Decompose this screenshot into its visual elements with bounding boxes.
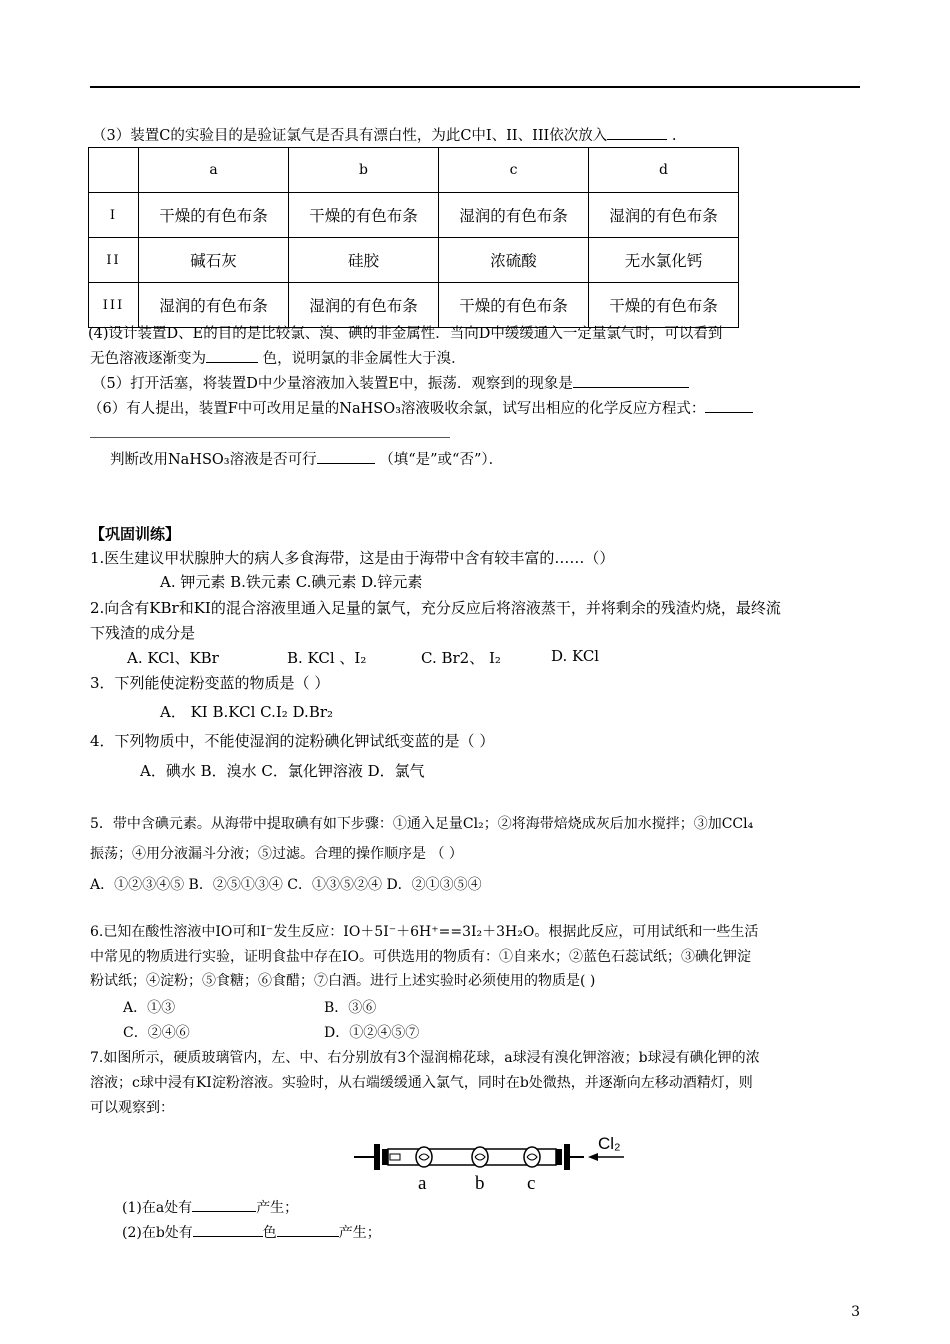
q6-stem: （6）有人提出，装置F中可改用足量的NaHSO₃溶液吸收余氯，试写出相应的化学反应方程式： (88, 401, 706, 417)
q6-blank (705, 411, 753, 413)
left-cap (382, 1149, 388, 1165)
label-c: c (527, 1173, 536, 1194)
p5-options: A．①②③④⑤ B．②⑤①③④ C．①③⑤②④ D．②①③⑤④ (90, 877, 482, 893)
table-cell: 干燥的有色布条 (289, 193, 439, 238)
cotton-ball-a (416, 1147, 432, 1167)
q5-blank (573, 386, 689, 388)
p6-line3: 粉试纸；④淀粉；⑤食糖；⑥食醋；⑦白酒。进行上述实验时必须使用的物质是( ) (90, 973, 596, 989)
p2-option-b: B. KCl 、I₂ (287, 649, 367, 667)
p2-stem2: 下残渣的成分是 (90, 624, 196, 642)
q3-text (92, 124, 677, 145)
label-b: b (475, 1173, 485, 1194)
p5-line1: 5．带中含碘元素。从海带中提取碘有如下步骤：①通入足量Cl₂；②将海带焙烧成灰后加水搅拌；③加CCl₄ (90, 816, 754, 832)
table-header-cell: a (139, 148, 289, 193)
table-cell: 干燥的有色布条 (439, 283, 589, 328)
table-header-cell: d (589, 148, 739, 193)
right-cap (556, 1149, 562, 1165)
p7-sub2 (122, 1222, 381, 1242)
table-header-cell: c (439, 148, 589, 193)
table-cell: 干燥的有色布条 (589, 283, 739, 328)
p7-sub2-end: 产生； (338, 1225, 381, 1241)
p4-stem: 4．下列物质中，不能使湿润的淀粉碘化钾试纸变蓝的是（ ） (90, 732, 495, 750)
table-cell: 硅胶 (289, 238, 439, 283)
p7-line2: 溶液；c球中浸有KI淀粉溶液。实验时，从右端缓缓通入氯气，同时在b处微热，并逐渐向左移动酒精灯，则 (90, 1075, 753, 1091)
q6-judge (110, 448, 503, 469)
p7-sub2-blank1 (193, 1235, 263, 1237)
label-a: a (418, 1173, 427, 1194)
q3-end: . (667, 128, 677, 144)
q5-stem: （5）打开活塞，将装置D中少量溶液加入装置E中，振荡．观察到的现象是 (92, 376, 573, 392)
right-stopper (564, 1144, 570, 1170)
p3-stem: 3．下列能使淀粉变蓝的物质是（ ） (90, 674, 330, 692)
table-cell: 干燥的有色布条 (139, 193, 289, 238)
row-label: III (89, 283, 139, 328)
cotton-ball-c (524, 1147, 540, 1167)
p2-stem1: 2.向含有KBr和KI的混合溶液里通入足量的氯气，充分反应后将溶液蒸干，并将剩余的残渣灼烧，最终流 (90, 599, 781, 617)
table-row (89, 238, 739, 283)
tube-diagram (352, 1135, 632, 1195)
page-number: 3 (851, 1304, 860, 1320)
table-header-row (89, 148, 739, 193)
q6-judge-stem: 判断改用NaHSO₃溶液是否可行 (110, 452, 317, 468)
q4-line2-end: 色，说明氯的非金属性大于溴． (258, 351, 466, 367)
q4-blank (206, 361, 258, 363)
table-cell: 浓硫酸 (439, 238, 589, 283)
row-label: I (89, 193, 139, 238)
p2-option-d: D. KCl (551, 647, 600, 665)
table-row (89, 193, 739, 238)
p7-sub1-end: 产生； (256, 1200, 299, 1216)
p1-stem: 1.医生建议甲状腺肿大的病人多食海带，这是由于海带中含有较丰富的……（） (90, 549, 615, 567)
p5-line2: 振荡；④用分液漏斗分液；⑤过滤。合理的操作顺序是 （ ） (90, 846, 463, 862)
q3-stem: （3）装置C的实验目的是验证氯气是否具有漂白性，为此C中I、II、III依次放入 (92, 128, 608, 144)
gas-arrow-head (588, 1153, 598, 1161)
header-rule (90, 86, 860, 88)
q3-blank (607, 138, 667, 140)
p6-option-a: A．①③ (123, 1000, 176, 1016)
q4-line1: (4)设计装置D、E的目的是比较氯、溴、碘的非金属性．当向D中缓缓通入一定量氯气时，可以看到 (88, 326, 723, 342)
q6-answer-line (90, 437, 450, 438)
p7-line3: 可以观察到： (90, 1100, 174, 1116)
table-header-cell (89, 148, 139, 193)
left-stopper (374, 1144, 380, 1170)
cotton-ball-b (472, 1147, 488, 1167)
q5-line (92, 372, 689, 393)
table-row (89, 283, 739, 328)
row-label: II (89, 238, 139, 283)
p7-sub1 (122, 1197, 298, 1217)
p7-line1: 7.如图所示，硬质玻璃管内，左、中、右分别放有3个湿润棉花球，a球浸有溴化钾溶液；b球浸有碘化钾的浓 (90, 1050, 760, 1066)
p6-option-d: D．①②④⑤⑦ (324, 1025, 420, 1041)
p7-sub2-mid: 色 (262, 1225, 277, 1241)
table-cell: 湿润的有色布条 (289, 283, 439, 328)
q6-line (88, 397, 753, 418)
table-cell: 碱石灰 (139, 238, 289, 283)
p2-option-c: C. Br2、 I₂ (421, 649, 501, 667)
p7-sub2-stem: (2)在b处有 (122, 1225, 193, 1241)
p6-option-b: B．③⑥ (324, 1000, 377, 1016)
reagent-table (88, 147, 739, 328)
p6-line2: 中常见的物质进行实验，证明食盐中存在IO。可供选用的物质有：①自来水；②蓝色石蕊试纸；③碘化钾淀 (90, 949, 752, 965)
table-cell: 湿润的有色布条 (139, 283, 289, 328)
section-title: 【巩固训练】 (90, 525, 181, 543)
p7-sub1-stem: (1)在a处有 (122, 1200, 193, 1216)
inner-tube (390, 1154, 400, 1160)
p6-line1: 6.已知在酸性溶液中IO可和I⁻发生反应：IO＋5I⁻＋6H⁺==3I₂＋3H₂O。根据此反应，可用试纸和一些生活 (90, 924, 759, 940)
p6-option-c: C．②④⑥ (123, 1025, 190, 1041)
p4-options: A．碘水 B．溴水 C．氯化钾溶液 D．氯气 (140, 762, 425, 780)
q6-judge-blank (317, 462, 375, 464)
gas-label: Cl₂ (598, 1135, 621, 1153)
p1-options: A. 钾元素 B.铁元素 C.碘元素 D.锌元素 (160, 573, 423, 591)
table-cell: 湿润的有色布条 (589, 193, 739, 238)
table-cell: 湿润的有色布条 (439, 193, 589, 238)
q4-line2-start: 无色溶液逐渐变为 (90, 351, 206, 367)
table-header-cell: b (289, 148, 439, 193)
glass-tube-figure (352, 1135, 632, 1199)
q4-line2 (90, 347, 466, 368)
q6-judge-hint: （填“是”或“否”）． (379, 452, 504, 468)
p3-options: A． KI B.KCl C.I₂ D.Br₂ (160, 703, 334, 721)
p7-sub1-blank (192, 1210, 256, 1212)
p2-option-a: A. KCl、KBr (127, 649, 219, 667)
table-cell: 无水氯化钙 (589, 238, 739, 283)
p7-sub2-blank2 (277, 1235, 339, 1237)
